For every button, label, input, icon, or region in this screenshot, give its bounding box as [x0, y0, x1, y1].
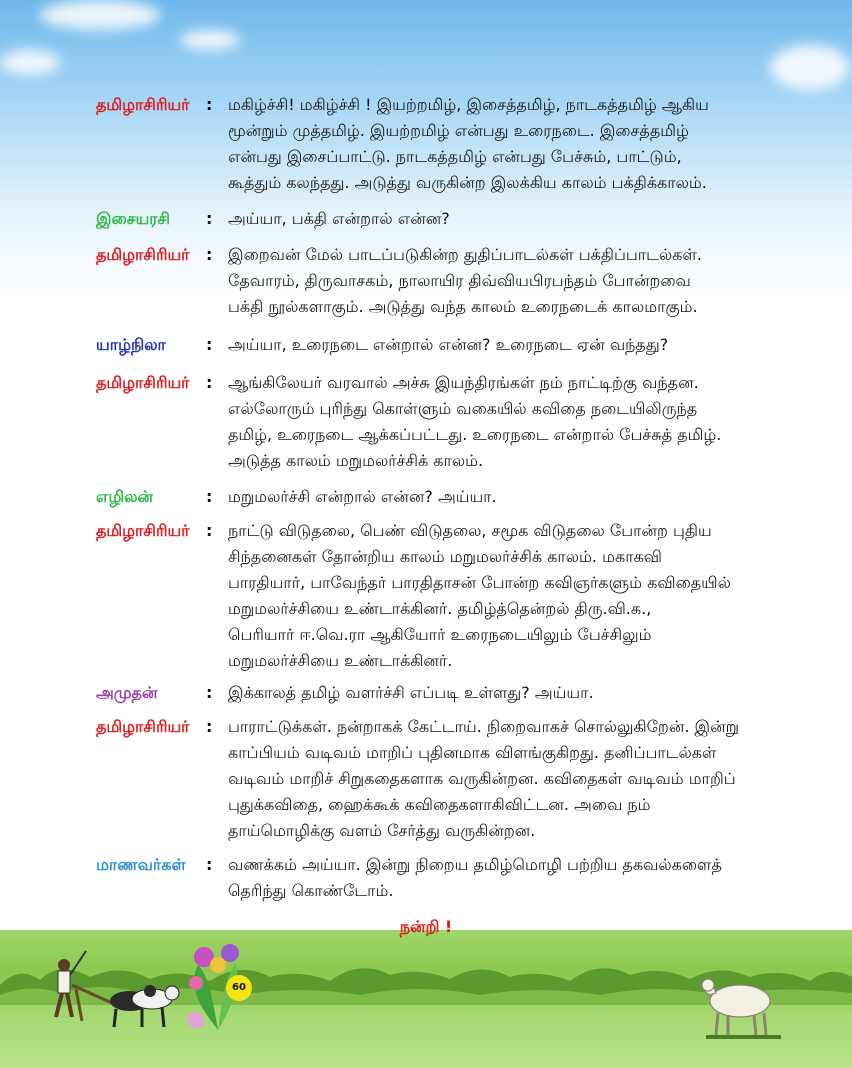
thanks-text: நன்றி !: [399, 917, 453, 936]
speaker-colon: :: [206, 373, 213, 392]
speaker-colon: :: [206, 683, 213, 702]
speaker-name: எழிலன்: [96, 487, 154, 506]
dialogue-text: ஆங்கிலேயர் வரவால் அச்சு இயந்திரங்கள் நம் நாட்டிற்கு வந்தன. எல்லோரும் புரிந்து கொள்ளும் வகையில் கவிதை நடையிலிருந்த தமிழ், உரைநடை ஆக்கப்பட்டது. உரைநடை என்றால் பேச்சுத் தமிழ். அடுத்த காலம் மறுமலர்ச்சிக் காலம்.: [228, 373, 722, 470]
speaker-name: தமிழாசிரியர்: [96, 95, 190, 114]
speaker-colon: :: [206, 855, 213, 874]
dialogue-text: அய்யா, பக்தி என்றால் என்ன?: [228, 209, 450, 228]
speaker-name: இசையரசி: [96, 209, 171, 228]
speaker-name: தமிழாசிரியர்: [96, 717, 190, 736]
speaker-name: தமிழாசிரியர்: [96, 245, 190, 264]
dialogue-text: இறைவன் மேல் பாடப்படுகின்ற துதிப்பாடல்கள் பக்திப்பாடல்கள். தேவாரம், திருவாசகம், நாலாயிர திவ்வியபிரபந்தம் போன்றவை பக்தி நூல்களாகும். அடுத்து வந்த காலம் உரைநடைக் காலமாகும்.: [228, 245, 702, 316]
white-bull-illustration: [696, 965, 786, 1040]
dialogue-text: இக்காலத் தமிழ் வளர்ச்சி எப்படி உள்ளது? அய்யா.: [228, 683, 594, 702]
page-number-badge: 60: [226, 975, 252, 1001]
speaker-colon: :: [206, 717, 213, 736]
speaker-name: அமுதன்: [96, 683, 158, 702]
speaker-colon: :: [206, 521, 213, 540]
speaker-colon: :: [206, 95, 213, 114]
dialogue-text: நாட்டு விடுதலை, பெண் விடுதலை, சமூக விடுதலை போன்ற புதிய சிந்தனைகள் தோன்றிய காலம் மறுமலர்ச்சிக் காலம். மகாகவி பாரதியார், பாவேந்தர் பாரதிதாசன் போன்ற கவிஞர்களும் கவிதையில் மறுமலர்ச்சியை உண்டாக்கினர். தமிழ்த்தென்றல் திரு.வி.க., பெரியார் ஈ.வெ.ரா ஆகியோர் உரைநடையிலும் பேச்சிலும் மறுமலர்ச்சியை உண்டாக்கினர்.: [228, 521, 731, 670]
dialogue-text: மறுமலர்ச்சி என்றால் என்ன? அய்யா.: [228, 487, 497, 506]
speaker-colon: :: [206, 245, 213, 264]
speaker-colon: :: [206, 335, 213, 354]
farmer-ploughing-with-oxen-illustration: [42, 945, 192, 1040]
speaker-name: யாழ்நிலா: [96, 335, 166, 354]
speaker-name: தமிழாசிரியர்: [96, 521, 190, 540]
dialogue-text: மகிழ்ச்சி! மகிழ்ச்சி ! இயற்றமிழ், இசைத்தமிழ், நாடகத்தமிழ் ஆகிய மூன்றும் முத்தமிழ். இயற்றமிழ் என்பது உரைநடை. இசைத்தமிழ் என்பது இசைப்பாட்டு. நாடகத்தமிழ் என்பது பேச்சும், பாட்டும், கூத்தும் கலந்தது. அடுத்து வருகின்ற இலக்கிய காலம் பக்திக்காலம்.: [228, 95, 709, 192]
dialogue-text: வணக்கம் அய்யா. இன்று நிறைய தமிழ்மொழி பற்றிய தகவல்களைத் தெரிந்து கொண்டோம்.: [228, 855, 722, 900]
dialogue-text: அய்யா, உரைநடை என்றால் என்ன? உரைநடை ஏன் வந்தது?: [228, 335, 669, 354]
speaker-colon: :: [206, 209, 213, 228]
speaker-colon: :: [206, 487, 213, 506]
speaker-name: தமிழாசிரியர்: [96, 373, 190, 392]
speaker-name: மாணவர்கள்: [96, 855, 186, 874]
dialogue-text: பாராட்டுக்கள். நன்றாகக் கேட்டாய். நிறைவாகச் சொல்லுகிறேன். இன்று காப்பியம் வடிவம் மாறிப் புதினமாக விளங்குகிறது. தனிப்பாடல்கள் வடிவம் மாறிச் சிறுகதைகளாக வருகின்றன. கவிதைகள் வடிவம் மாறிப் புதுக்கவிதை, ஹைக்கூக் கவிதைகளாகிவிட்டன. அவை நம் தாய்மொழிக்கு வளம் சேர்த்து வருகின்றன.: [228, 717, 739, 840]
